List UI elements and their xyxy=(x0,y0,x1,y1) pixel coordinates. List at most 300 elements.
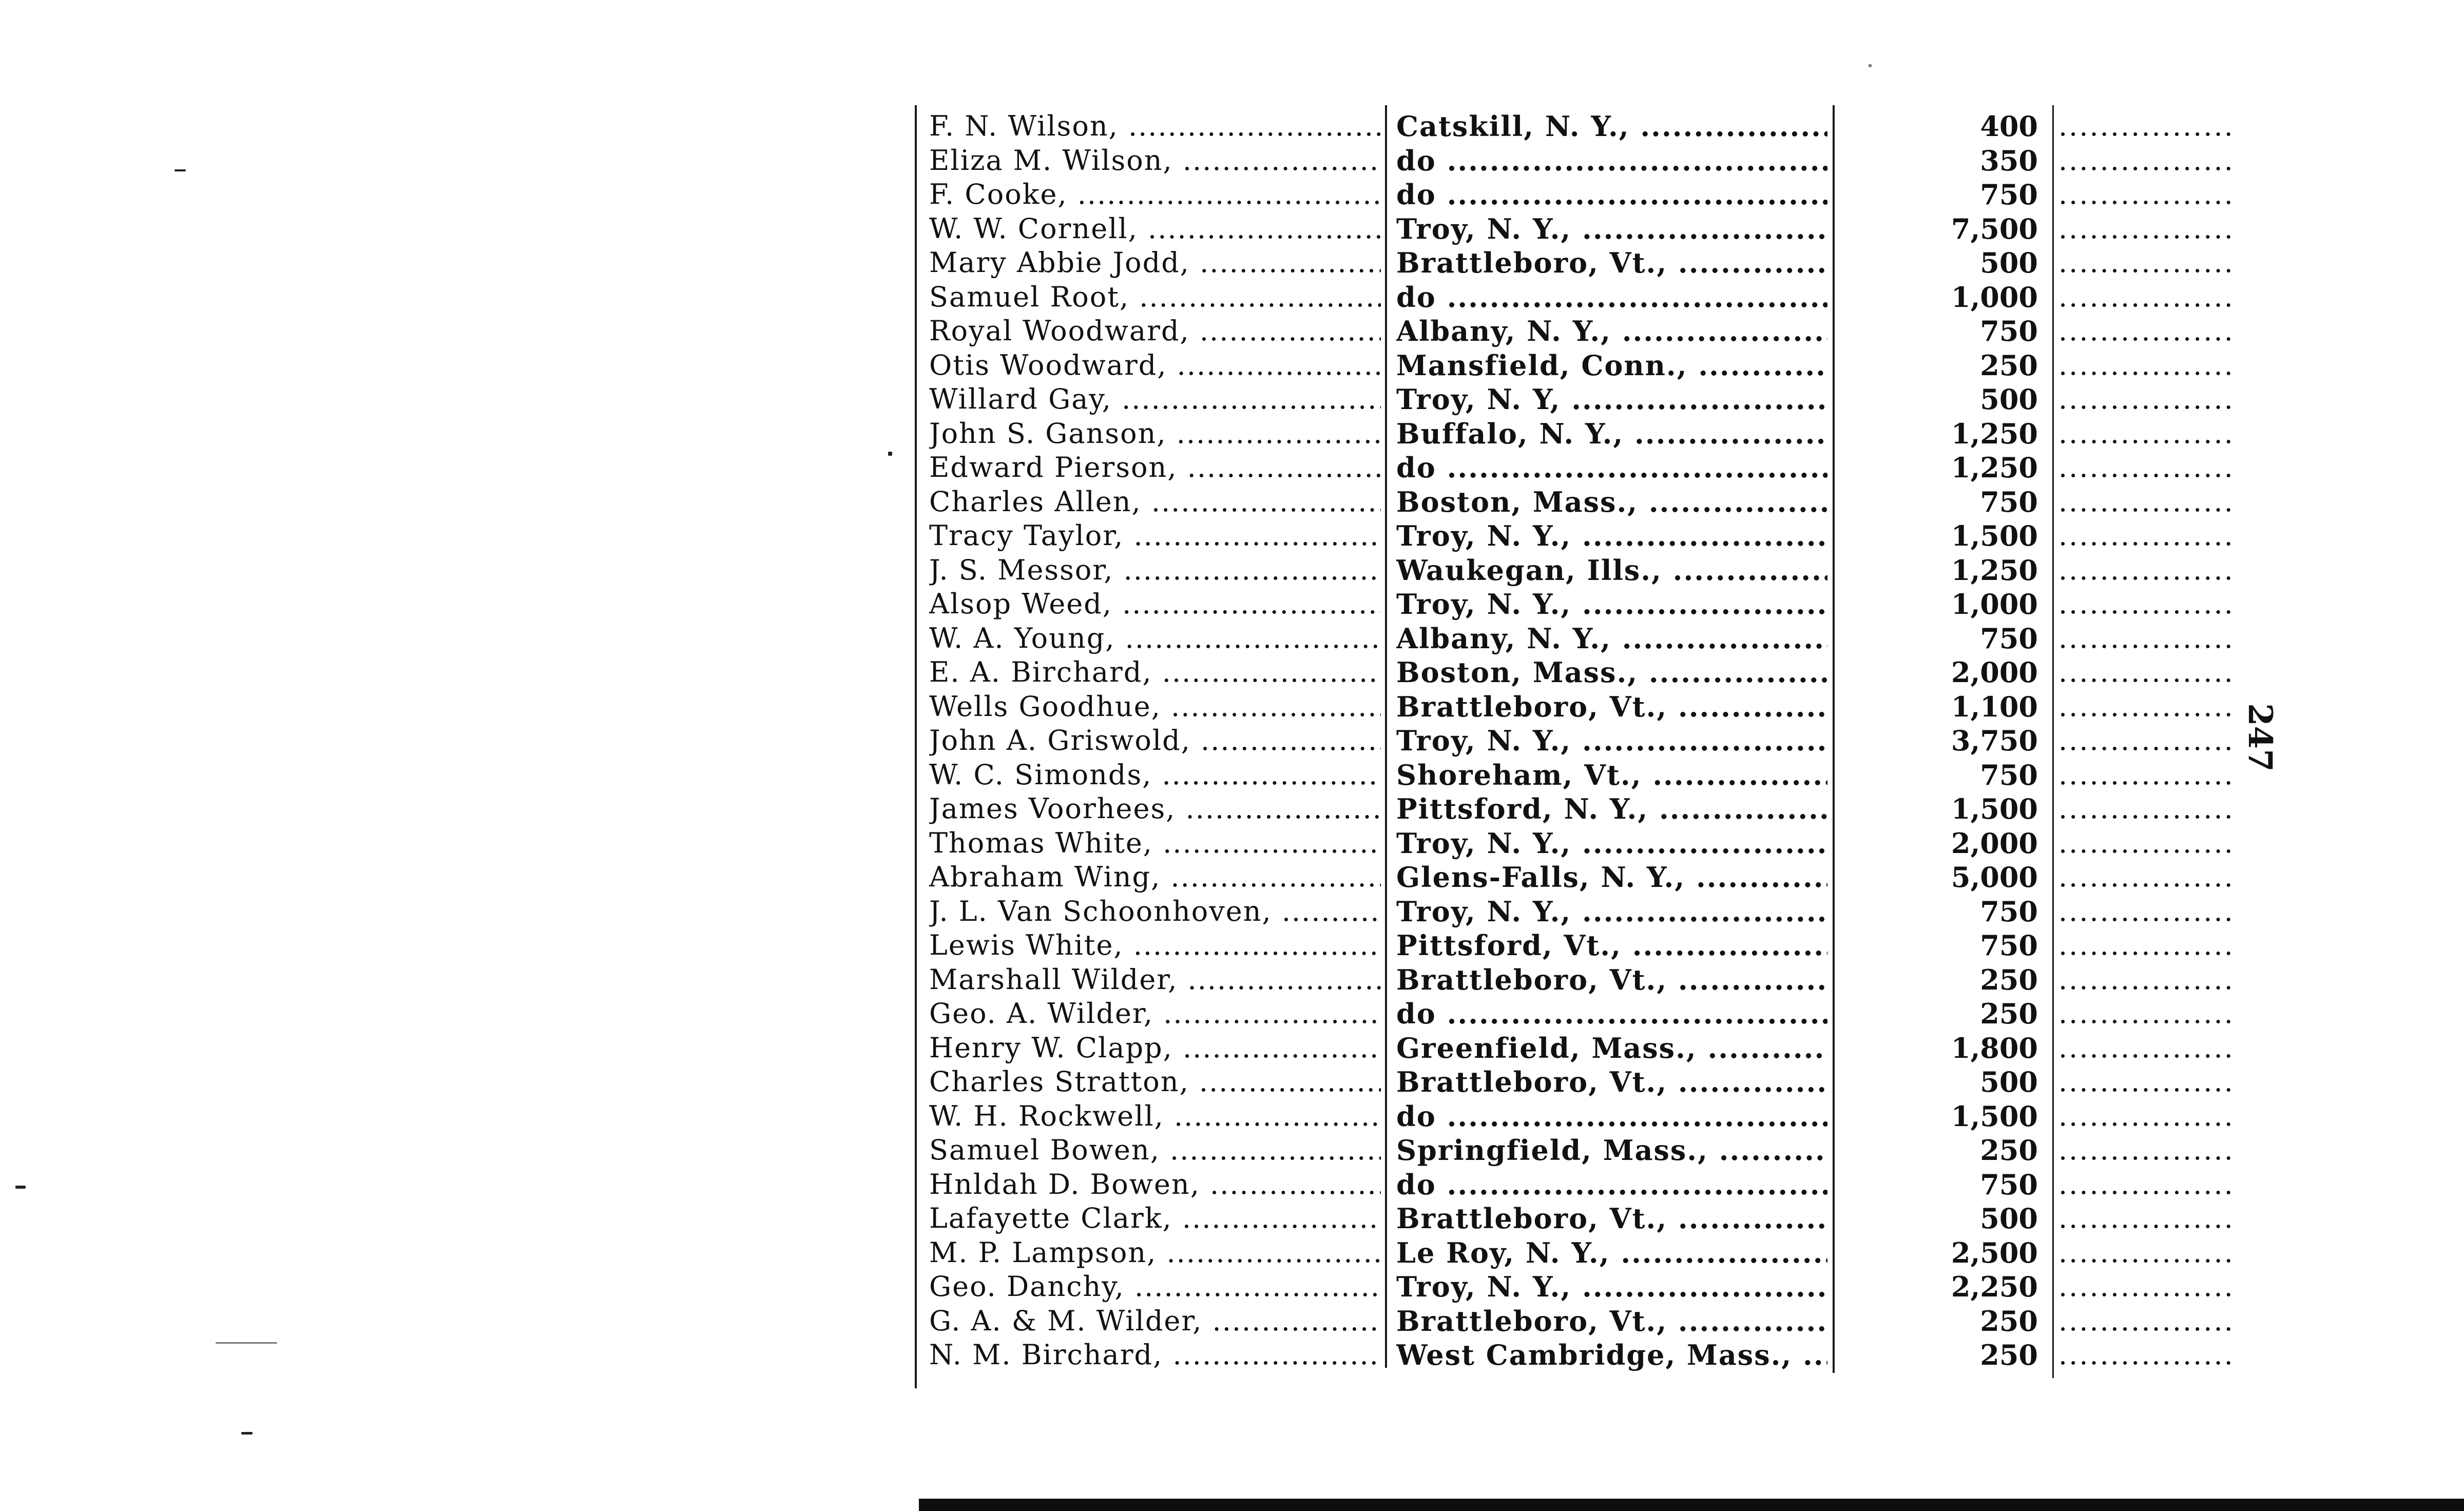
dot-leader: ................. xyxy=(2058,622,2235,654)
table-row xyxy=(909,1304,2254,1338)
table-row xyxy=(909,417,2254,451)
subscriber-name: W. C. Simonds, ..... xyxy=(929,759,1381,791)
residence: Brattleboro, Vt., ..... xyxy=(1396,690,1827,723)
subscriber-name-cell xyxy=(929,109,1381,143)
amount: 1,500 xyxy=(1951,1099,2038,1133)
subscriber-name-cell xyxy=(929,417,1381,451)
residence-cell xyxy=(1396,758,1827,792)
subscriber-name-cell xyxy=(929,792,1381,826)
table-row xyxy=(909,587,2254,621)
residence-cell xyxy=(1396,1031,1827,1065)
blank-dotted-column xyxy=(2058,314,2243,348)
blank-dotted-column xyxy=(2058,622,2243,655)
subscriber-name: W. A. Young, ..... xyxy=(929,622,1381,654)
residence: do ..... xyxy=(1396,1168,1827,1201)
residence: Troy, N. Y., ..... xyxy=(1396,1270,1827,1303)
blank-dotted-column xyxy=(2058,348,2243,382)
residence-cell xyxy=(1396,860,1827,894)
subscriber-name: Samuel Bowen, ..... xyxy=(929,1134,1381,1166)
amount: 400 xyxy=(1980,110,2038,143)
blank-dotted-column xyxy=(2058,1270,2243,1304)
blank-dotted-column xyxy=(2058,860,2243,894)
table-row xyxy=(909,1270,2254,1304)
blank-dotted-column xyxy=(2058,895,2243,928)
subscriber-name-cell xyxy=(929,1133,1381,1167)
amount: 1,500 xyxy=(1951,792,2038,825)
page-number: 247 xyxy=(2241,703,2279,772)
dot-leader: ................. xyxy=(2058,1031,2235,1064)
residence-cell xyxy=(1396,348,1827,382)
residence-cell xyxy=(1396,690,1827,724)
dot-leader: ................. xyxy=(2058,280,2235,313)
amount: 750 xyxy=(1980,622,2038,655)
residence-cell xyxy=(1396,587,1827,621)
residence: Brattleboro, Vt., ..... xyxy=(1396,1066,1827,1098)
subscriber-name: Samuel Root, ..... xyxy=(929,281,1381,313)
residence: Glens-Falls, N. Y., ..... xyxy=(1396,861,1827,894)
dot-leader: ................. xyxy=(2058,1134,2235,1166)
blank-dotted-column xyxy=(2058,1031,2243,1065)
blank-dotted-column xyxy=(2058,690,2243,724)
table-row xyxy=(909,622,2254,655)
blank-dotted-column xyxy=(2058,417,2243,451)
amount: 500 xyxy=(1980,383,2038,416)
subscriber-name: Lewis White, ..... xyxy=(929,929,1381,961)
amount: 500 xyxy=(1980,1066,2038,1098)
dot-leader: ................. xyxy=(2058,383,2235,415)
amount: 250 xyxy=(1980,1304,2038,1338)
blank-dotted-column xyxy=(2058,519,2243,553)
subscriber-name-cell xyxy=(929,724,1381,758)
residence: Brattleboro, Vt., ..... xyxy=(1396,1305,1827,1338)
amount: 1,250 xyxy=(1951,553,2038,587)
residence: Pittsford, N. Y., ..... xyxy=(1396,792,1827,825)
table-row xyxy=(909,144,2254,178)
residence: Boston, Mass., ..... xyxy=(1396,486,1827,518)
table-row xyxy=(909,1236,2254,1270)
subscriber-name-cell xyxy=(929,485,1381,519)
subscriber-name: Royal Woodward, ..... xyxy=(929,315,1381,347)
subscriber-name: Charles Allen, ..... xyxy=(929,486,1381,518)
blank-dotted-column xyxy=(2058,553,2243,587)
residence: Troy, N. Y, ..... xyxy=(1396,383,1827,416)
amount: 250 xyxy=(1980,348,2038,382)
subscriber-name: Alsop Weed, ..... xyxy=(929,588,1381,620)
subscriber-name-cell xyxy=(929,895,1381,928)
residence: do ..... xyxy=(1396,178,1827,211)
table-row xyxy=(909,860,2254,894)
amount: 1,000 xyxy=(1951,588,2038,621)
table-row xyxy=(909,1133,2254,1167)
subscriber-name-cell xyxy=(929,212,1381,246)
residence: Albany, N. Y., ..... xyxy=(1396,315,1827,347)
table-row xyxy=(909,724,2254,758)
subscriber-name: Henry W. Clapp, ..... xyxy=(929,1032,1381,1064)
residence: Troy, N. Y., ..... xyxy=(1396,895,1827,928)
blank-dotted-column xyxy=(2058,963,2243,997)
subscriber-name-cell xyxy=(929,963,1381,997)
blank-dotted-column xyxy=(2058,144,2243,178)
scan-speck xyxy=(216,1342,277,1344)
residence: Mansfield, Conn., ..... xyxy=(1396,349,1827,382)
scan-speck xyxy=(888,452,892,456)
subscriber-name: John A. Griswold, ..... xyxy=(929,724,1381,757)
amount: 250 xyxy=(1980,963,2038,996)
subscriber-name: F. Cooke, ..... xyxy=(929,178,1381,210)
residence: Albany, N. Y., ..... xyxy=(1396,622,1827,655)
table-row xyxy=(909,1065,2254,1099)
residence-cell xyxy=(1396,826,1827,860)
scan-speck xyxy=(175,169,186,171)
dot-leader: ................. xyxy=(2058,417,2235,450)
subscriber-name-cell xyxy=(929,622,1381,655)
residence-cell xyxy=(1396,280,1827,314)
residence-cell xyxy=(1396,1304,1827,1338)
residence: Troy, N. Y., ..... xyxy=(1396,827,1827,860)
blank-dotted-column xyxy=(2058,1202,2243,1235)
amount: 1,100 xyxy=(1951,690,2038,723)
subscriber-name-cell xyxy=(929,1065,1381,1099)
subscriber-name-cell xyxy=(929,382,1381,416)
subscriber-name-cell xyxy=(929,519,1381,553)
subscriber-name-cell xyxy=(929,348,1381,382)
amount: 7,500 xyxy=(1951,212,2038,245)
residence: Brattleboro, Vt., ..... xyxy=(1396,963,1827,996)
table-row xyxy=(909,1099,2254,1133)
residence-cell xyxy=(1396,622,1827,655)
residence: Buffalo, N. Y., ..... xyxy=(1396,417,1827,450)
dot-leader: ................. xyxy=(2058,895,2235,927)
subscriber-name-cell xyxy=(929,246,1381,280)
subscriber-name-cell xyxy=(929,553,1381,587)
amount: 1,000 xyxy=(1951,280,2038,314)
amount: 2,000 xyxy=(1951,826,2038,860)
subscriber-name: Charles Stratton, ..... xyxy=(929,1066,1381,1098)
residence-cell xyxy=(1396,1133,1827,1167)
subscriber-name: F. N. Wilson, ..... xyxy=(929,110,1381,142)
dot-leader: ................. xyxy=(2058,826,2235,859)
dot-leader: ................. xyxy=(2058,1202,2235,1234)
dot-leader: ................. xyxy=(2058,792,2235,825)
blank-dotted-column xyxy=(2058,724,2243,758)
amount: 5,000 xyxy=(1951,861,2038,894)
table-row xyxy=(909,655,2254,689)
residence: Troy, N. Y., ..... xyxy=(1396,588,1827,621)
subscriber-name-cell xyxy=(929,690,1381,724)
residence: Brattleboro, Vt., ..... xyxy=(1396,1202,1827,1235)
amount: 750 xyxy=(1980,485,2038,518)
table-row xyxy=(909,348,2254,382)
table-row xyxy=(909,280,2254,314)
residence: Le Roy, N. Y., ..... xyxy=(1396,1236,1827,1269)
blank-dotted-column xyxy=(2058,587,2243,621)
subscriber-name: John S. Ganson, ..... xyxy=(929,417,1381,450)
subscriber-name-cell xyxy=(929,655,1381,689)
residence: Shoreham, Vt., ..... xyxy=(1396,759,1827,791)
blank-dotted-column xyxy=(2058,1304,2243,1338)
subscriber-name: Geo. Danchy, ..... xyxy=(929,1270,1381,1303)
blank-dotted-column xyxy=(2058,178,2243,211)
table-row xyxy=(909,519,2254,553)
subscriber-name-cell xyxy=(929,1031,1381,1065)
table-row xyxy=(909,382,2254,416)
residence: West Cambridge, Mass., ..... xyxy=(1396,1339,1827,1371)
blank-dotted-column xyxy=(2058,485,2243,519)
table-row xyxy=(909,792,2254,826)
residence-cell xyxy=(1396,1236,1827,1270)
residence: Catskill, N. Y., ..... xyxy=(1396,110,1827,143)
residence-cell xyxy=(1396,792,1827,826)
amount: 750 xyxy=(1980,178,2038,211)
residence-cell xyxy=(1396,417,1827,451)
residence-cell xyxy=(1396,144,1827,178)
subscriber-name: Edward Pierson, ..... xyxy=(929,451,1381,483)
residence: Springfield, Mass., ..... xyxy=(1396,1134,1827,1167)
residence-cell xyxy=(1396,655,1827,689)
amount: 2,500 xyxy=(1951,1236,2038,1269)
subscriber-name: J. L. Van Schoonhoven, ..... xyxy=(929,895,1381,927)
subscriber-name-cell xyxy=(929,1270,1381,1304)
dot-leader: ................. xyxy=(2058,1304,2235,1337)
subscriber-name-cell xyxy=(929,1338,1381,1372)
residence: Boston, Mass., ..... xyxy=(1396,656,1827,689)
table-row xyxy=(909,314,2254,348)
residence-cell xyxy=(1396,382,1827,416)
dot-leader: ................. xyxy=(2058,1066,2235,1098)
amount: 3,750 xyxy=(1951,724,2038,757)
table-row xyxy=(909,1168,2254,1202)
dot-leader: ................. xyxy=(2058,246,2235,279)
residence-cell xyxy=(1396,963,1827,997)
scan-speck xyxy=(241,1432,253,1435)
table-row xyxy=(909,212,2254,246)
dot-leader: ................. xyxy=(2058,963,2235,996)
residence-cell xyxy=(1396,997,1827,1031)
scan-edge-bar xyxy=(919,1499,2464,1511)
blank-dotted-column xyxy=(2058,212,2243,246)
amount: 1,250 xyxy=(1951,417,2038,450)
subscriber-name-cell xyxy=(929,997,1381,1031)
dot-leader: ................. xyxy=(2058,212,2235,245)
blank-dotted-column xyxy=(2058,997,2243,1031)
subscriber-name: E. A. Birchard, ..... xyxy=(929,656,1381,688)
blank-dotted-column xyxy=(2058,792,2243,826)
dot-leader: ................. xyxy=(2058,929,2235,961)
dot-leader: ................. xyxy=(2058,690,2235,723)
subscriber-name-cell xyxy=(929,758,1381,792)
subscriber-name: W. W. Cornell, ..... xyxy=(929,212,1381,245)
amount: 750 xyxy=(1980,1168,2038,1201)
table-row xyxy=(909,826,2254,860)
subscriber-name-cell xyxy=(929,860,1381,894)
table-row xyxy=(909,1338,2254,1372)
residence: Waukegan, Ills., ..... xyxy=(1396,554,1827,587)
residence-cell xyxy=(1396,212,1827,246)
subscriber-name: James Voorhees, ..... xyxy=(929,792,1381,825)
amount: 250 xyxy=(1980,997,2038,1030)
subscriber-name-cell xyxy=(929,587,1381,621)
subscriber-name: Eliza M. Wilson, ..... xyxy=(929,144,1381,177)
table-row xyxy=(909,246,2254,280)
residence-cell xyxy=(1396,553,1827,587)
residence: do ..... xyxy=(1396,281,1827,314)
subscriber-name: N. M. Birchard, ..... xyxy=(929,1339,1381,1371)
amount: 2,000 xyxy=(1951,656,2038,689)
dot-leader: ................. xyxy=(2058,348,2235,381)
table-row xyxy=(909,553,2254,587)
blank-dotted-column xyxy=(2058,928,2243,962)
amount: 2,250 xyxy=(1951,1270,2038,1303)
subscriber-name-cell xyxy=(929,451,1381,485)
residence-cell xyxy=(1396,1338,1827,1372)
table-row xyxy=(909,109,2254,143)
table-row xyxy=(909,690,2254,724)
subscriber-name: Hnldah D. Bowen, ..... xyxy=(929,1168,1381,1200)
residence: Greenfield, Mass., ..... xyxy=(1396,1032,1827,1064)
dot-leader: ................. xyxy=(2058,451,2235,483)
dot-leader: ................. xyxy=(2058,1270,2235,1303)
table-row xyxy=(909,963,2254,997)
residence-cell xyxy=(1396,1168,1827,1202)
scan-speck xyxy=(1869,64,1872,67)
residence: Brattleboro, Vt., ..... xyxy=(1396,246,1827,279)
dot-leader: ................. xyxy=(2058,656,2235,688)
residence: do ..... xyxy=(1396,144,1827,177)
residence-cell xyxy=(1396,1270,1827,1304)
table-row xyxy=(909,1031,2254,1065)
amount: 350 xyxy=(1980,144,2038,177)
subscriber-name: Tracy Taylor, ..... xyxy=(929,519,1381,552)
residence-cell xyxy=(1396,1202,1827,1235)
subscriber-name-cell xyxy=(929,928,1381,962)
subscriber-name: Mary Abbie Jodd, ..... xyxy=(929,246,1381,279)
amount: 750 xyxy=(1980,929,2038,962)
residence: Troy, N. Y., ..... xyxy=(1396,212,1827,245)
dot-leader: ................. xyxy=(2058,1168,2235,1200)
table-row xyxy=(909,1202,2254,1235)
table-row xyxy=(909,895,2254,928)
subscriber-name: J. S. Messor, ..... xyxy=(929,554,1381,586)
subscriber-name: M. P. Lampson, ..... xyxy=(929,1236,1381,1269)
residence-cell xyxy=(1396,519,1827,553)
subscriber-name-cell xyxy=(929,1099,1381,1133)
residence-cell xyxy=(1396,485,1827,519)
dot-leader: ................. xyxy=(2058,519,2235,552)
subscriber-name-cell xyxy=(929,1304,1381,1338)
subscriber-name-cell xyxy=(929,1202,1381,1235)
subscriber-name: Marshall Wilder, ..... xyxy=(929,963,1381,996)
blank-dotted-column xyxy=(2058,655,2243,689)
subscriber-ledger xyxy=(909,95,2254,1393)
subscriber-name: W. H. Rockwell, ..... xyxy=(929,1100,1381,1132)
dot-leader: ................. xyxy=(2058,144,2235,177)
blank-dotted-column xyxy=(2058,758,2243,792)
amount: 1,800 xyxy=(1951,1031,2038,1064)
table-row xyxy=(909,997,2254,1031)
residence-cell xyxy=(1396,1065,1827,1099)
dot-leader: ................. xyxy=(2058,758,2235,791)
amount: 250 xyxy=(1980,1339,2038,1371)
residence-cell xyxy=(1396,109,1827,143)
subscriber-name: Willard Gay, ..... xyxy=(929,383,1381,415)
blank-dotted-column xyxy=(2058,1133,2243,1167)
blank-dotted-column xyxy=(2058,1338,2243,1372)
table-row xyxy=(909,485,2254,519)
subscriber-name-cell xyxy=(929,314,1381,348)
subscriber-name: Otis Woodward, ..... xyxy=(929,349,1381,381)
subscriber-name-cell xyxy=(929,1236,1381,1270)
dot-leader: ................. xyxy=(2058,997,2235,1030)
residence-cell xyxy=(1396,314,1827,348)
dot-leader: ................. xyxy=(2058,553,2235,586)
table-row xyxy=(909,758,2254,792)
blank-dotted-column xyxy=(2058,280,2243,314)
subscriber-name-cell xyxy=(929,144,1381,178)
residence-cell xyxy=(1396,928,1827,962)
amount: 500 xyxy=(1980,1202,2038,1235)
blank-dotted-column xyxy=(2058,451,2243,485)
table-row xyxy=(909,451,2254,485)
blank-dotted-column xyxy=(2058,109,2243,143)
residence: Troy, N. Y., ..... xyxy=(1396,519,1827,552)
dot-leader: ................. xyxy=(2058,1339,2235,1371)
residence-cell xyxy=(1396,895,1827,928)
dot-leader: ................. xyxy=(2058,724,2235,757)
amount: 250 xyxy=(1980,1134,2038,1167)
subscriber-name-cell xyxy=(929,826,1381,860)
blank-dotted-column xyxy=(2058,1236,2243,1270)
scan-speck xyxy=(15,1186,26,1189)
blank-dotted-column xyxy=(2058,246,2243,280)
table-row xyxy=(909,178,2254,211)
subscriber-name-cell xyxy=(929,280,1381,314)
residence: Pittsford, Vt., ..... xyxy=(1396,929,1827,962)
subscriber-name: Abraham Wing, ..... xyxy=(929,861,1381,893)
dot-leader: ................. xyxy=(2058,485,2235,518)
residence: do ..... xyxy=(1396,1100,1827,1133)
amount: 750 xyxy=(1980,758,2038,791)
amount: 1,500 xyxy=(1951,519,2038,552)
subscriber-name-cell xyxy=(929,178,1381,211)
blank-dotted-column xyxy=(2058,1099,2243,1133)
subscriber-name: Wells Goodhue, ..... xyxy=(929,690,1381,723)
subscriber-name: Thomas White, ..... xyxy=(929,827,1381,859)
dot-leader: ................. xyxy=(2058,178,2235,210)
residence: do ..... xyxy=(1396,451,1827,484)
residence-cell xyxy=(1396,246,1827,280)
subscriber-name: Lafayette Clark, ..... xyxy=(929,1202,1381,1234)
amount: 750 xyxy=(1980,315,2038,347)
amount: 1,250 xyxy=(1951,451,2038,484)
blank-dotted-column xyxy=(2058,1065,2243,1099)
subscriber-name: Geo. A. Wilder, ..... xyxy=(929,997,1381,1030)
subscriber-name-cell xyxy=(929,1168,1381,1202)
blank-dotted-column xyxy=(2058,826,2243,860)
amount: 500 xyxy=(1980,246,2038,279)
residence-cell xyxy=(1396,1099,1827,1133)
residence: do ..... xyxy=(1396,997,1827,1030)
amount: 750 xyxy=(1980,895,2038,928)
dot-leader: ................. xyxy=(2058,588,2235,620)
residence: Troy, N. Y., ..... xyxy=(1396,724,1827,757)
residence-cell xyxy=(1396,451,1827,485)
dot-leader: ................. xyxy=(2058,110,2235,142)
dot-leader: ................. xyxy=(2058,1236,2235,1269)
table-row xyxy=(909,928,2254,962)
blank-dotted-column xyxy=(2058,382,2243,416)
dot-leader: ................. xyxy=(2058,1099,2235,1132)
subscriber-name: G. A. & M. Wilder, ..... xyxy=(929,1305,1381,1337)
